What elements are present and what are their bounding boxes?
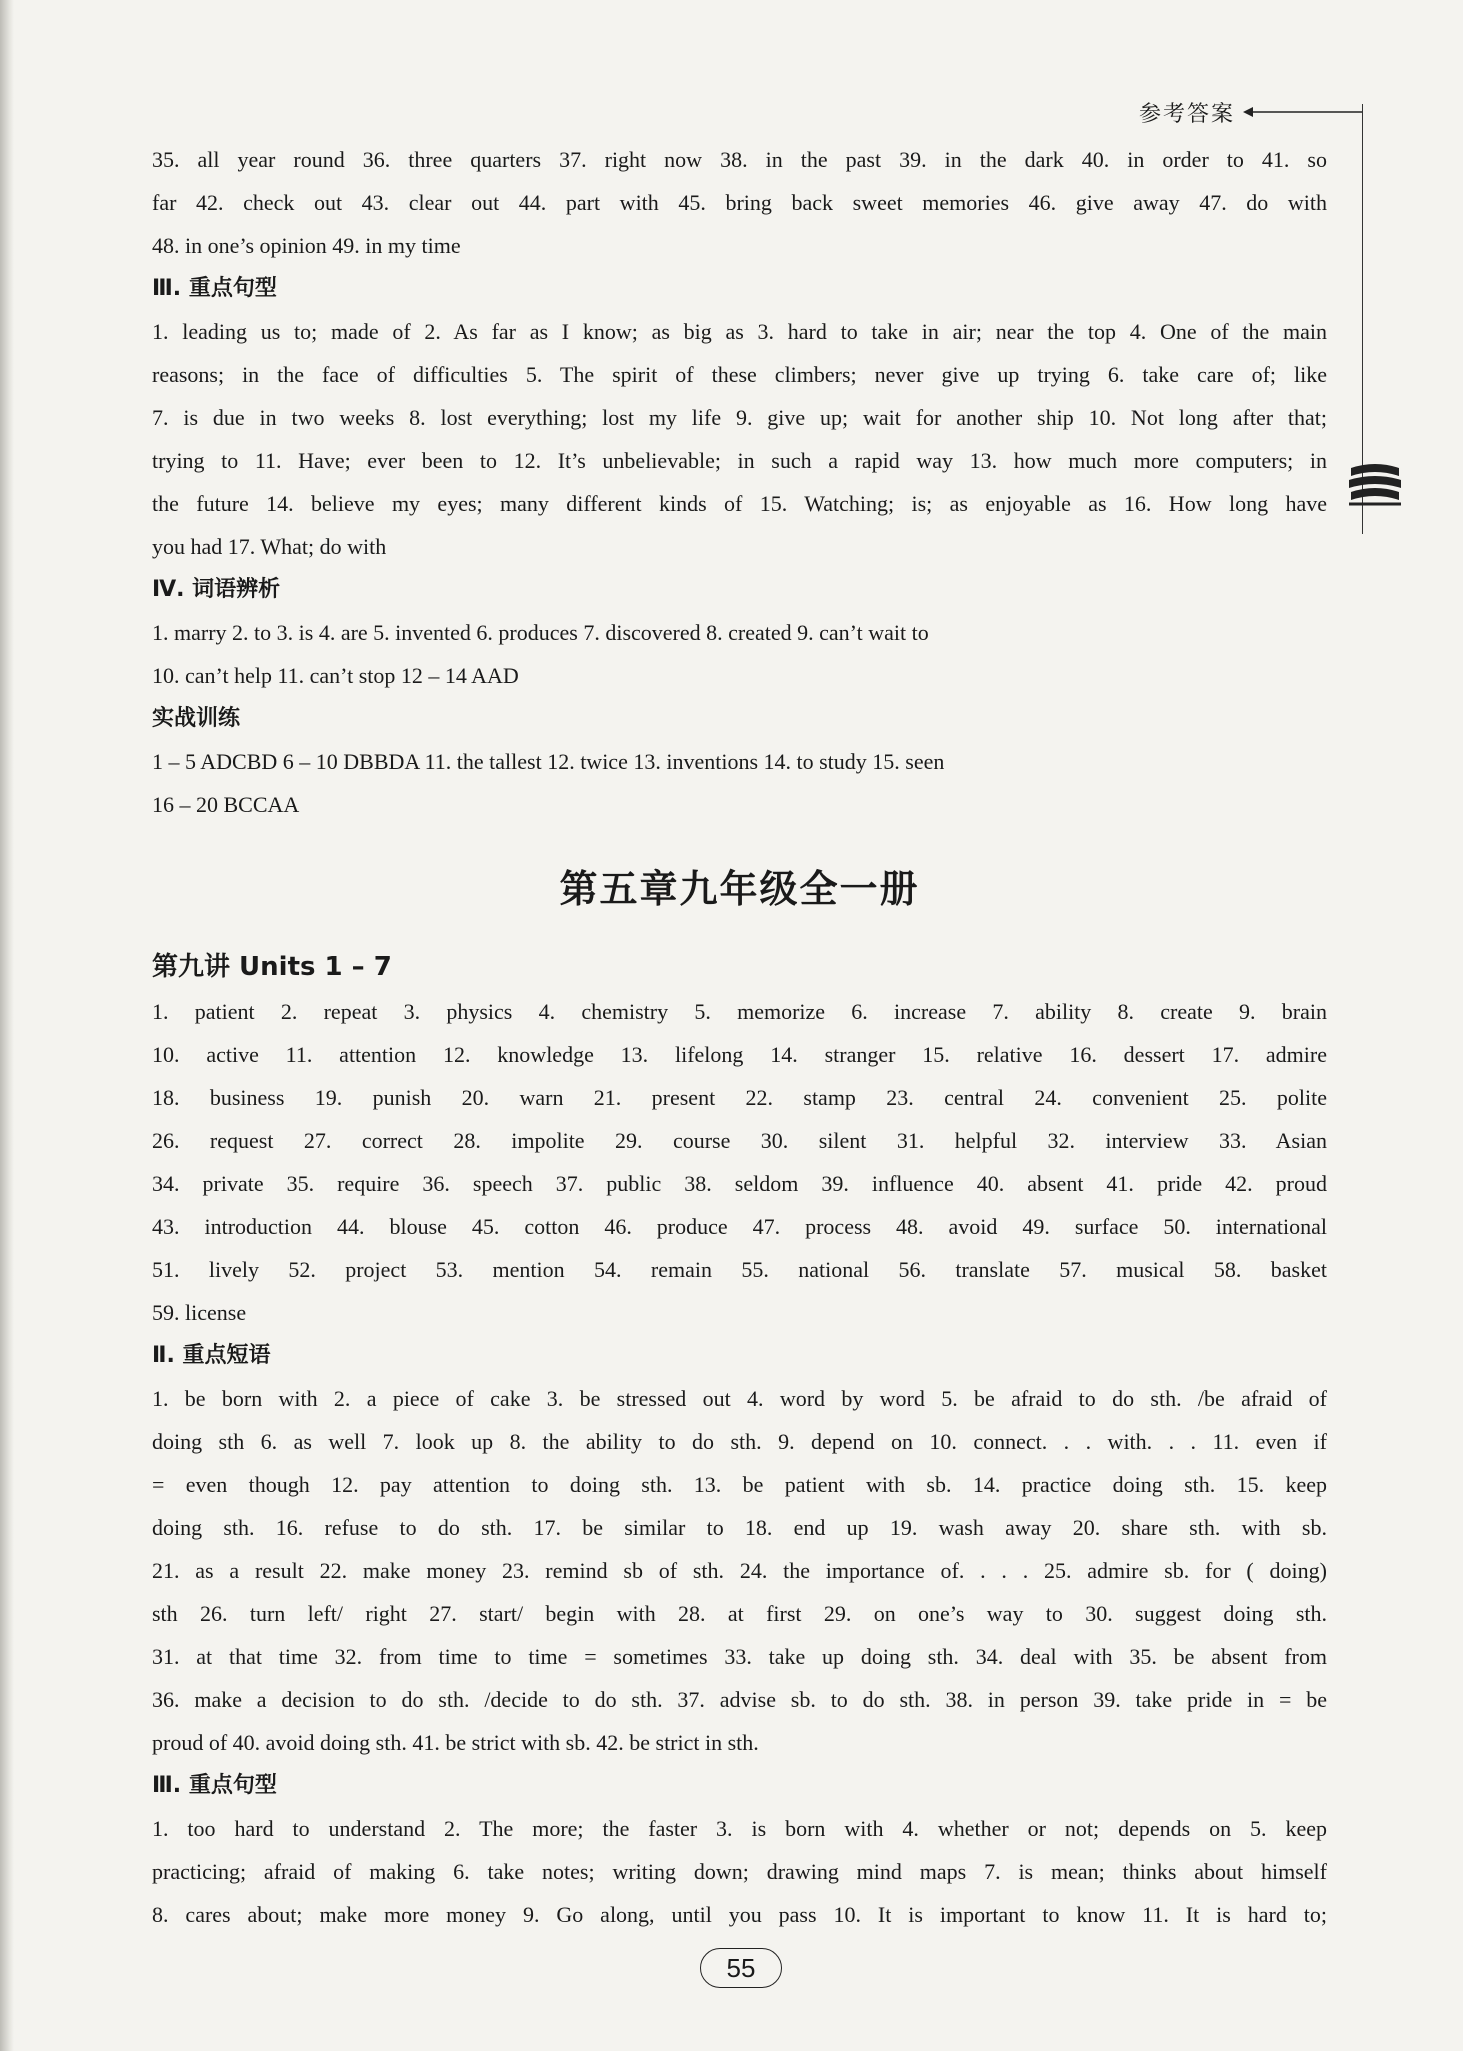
sentence-answers <box>152 310 1327 568</box>
section-heading: Ⅲ. 重点句型 <box>152 1773 277 1798</box>
text-line: practicing; afraid of making 6. take notes; writing down; drawing mind maps 7. is mean; thinks about himself <box>152 1859 1327 1884</box>
text-line: = even though 12. pay attention to doing sth. 13. be patient with sb. 14. practice doing sth. 15. keep <box>152 1472 1327 1497</box>
text-line: 51. lively 52. project 53. mention 54. remain 55. national 56. translate 57. musical 58. basket <box>152 1257 1327 1282</box>
text-line: you had 17. What; do with <box>152 534 387 559</box>
text-line: 59. license <box>152 1300 247 1325</box>
text-line: 34. private 35. require 36. speech 37. public 38. seldom 39. influence 40. absent 41. pride 42. proud <box>152 1171 1327 1196</box>
text-line: sth 26. turn left/ right 27. start/ begin with 28. at first 29. on one’s way to 30. suggest doing sth. <box>152 1601 1327 1626</box>
text-line: 43. introduction 44. blouse 45. cotton 46. produce 47. process 48. avoid 49. surface 50. international <box>152 1214 1327 1239</box>
text-line: 8. cares about; make more money 9. Go along, until you pass 10. It is important to know 11. It is hard to; <box>152 1902 1327 1927</box>
text-line: 35. all year round 36. three quarters 37. right now 38. in the past 39. in the dark 40. in order to 41. so <box>152 147 1327 172</box>
text-line: 10. can’t help 11. can’t stop 12 – 14 AAD <box>152 663 519 688</box>
text-line: 31. at that time 32. from time to time = sometimes 33. take up doing sth. 34. deal with 35. be absent from <box>152 1644 1327 1669</box>
text-line: reasons; in the face of difficulties 5. The spirit of these climbers; never give up trying 6. take care of; like <box>152 362 1327 387</box>
chapter-title: 第五章九年级全一册 <box>559 867 920 911</box>
section-heading: Ⅲ. 重点句型 <box>152 276 277 301</box>
answer-content <box>152 138 1327 1936</box>
key-sentence-answers <box>152 1807 1327 1936</box>
key-phrase-answers <box>152 1377 1327 1764</box>
vocabulary-answers <box>152 990 1327 1334</box>
books-icon <box>1347 460 1403 510</box>
word-analysis-answers <box>152 611 1327 697</box>
text-line: 1. too hard to understand 2. The more; the faster 3. is born with 4. whether or not; depends on 5. keep <box>152 1816 1327 1841</box>
section-heading: Ⅱ. 重点短语 <box>152 1343 271 1368</box>
page-header <box>1139 92 1363 132</box>
text-line: 1. be born with 2. a piece of cake 3. be stressed out 4. word by word 5. be afraid to do sth. /be afraid of <box>152 1386 1327 1411</box>
lecture-heading: 第九讲 Units 1 – 7 <box>152 952 392 982</box>
section-heading: Ⅳ. 词语辨析 <box>152 577 281 602</box>
text-line: 36. make a decision to do sth. /decide to do sth. 37. advise sb. to do sth. 38. in person 39. take pride in = be <box>152 1687 1327 1712</box>
text-line: 21. as a result 22. make money 23. remind sb of sth. 24. the importance of. . . . 25. admire sb. for ( doing) <box>152 1558 1327 1583</box>
text-line: 1. leading us to; made of 2. As far as I know; as big as 3. hard to take in air; near the top 4. One of the main <box>152 319 1327 344</box>
practice-answers <box>152 740 1327 826</box>
phrase-answers-continued <box>152 138 1327 267</box>
text-line: 1. patient 2. repeat 3. physics 4. chemistry 5. memorize 6. increase 7. ability 8. create 9. brain <box>152 999 1327 1024</box>
text-line: trying to 11. Have; ever been to 12. It’s unbelievable; in such a rapid way 13. how much more computers; in <box>152 448 1327 473</box>
text-line: 18. business 19. punish 20. warn 21. present 22. stamp 23. central 24. convenient 25. polite <box>152 1085 1327 1110</box>
text-line: proud of 40. avoid doing sth. 41. be strict with sb. 42. be strict in sth. <box>152 1730 759 1755</box>
header-title: 参考答案 <box>1138 100 1235 126</box>
arrow-left-icon <box>1243 106 1363 118</box>
text-line: 7. is due in two weeks 8. lost everything; lost my life 9. give up; wait for another ship 10. Not long after that; <box>152 405 1327 430</box>
page-edge <box>0 0 14 2051</box>
text-line: 26. request 27. correct 28. impolite 29. course 30. silent 31. helpful 32. interview 33. Asian <box>152 1128 1327 1153</box>
text-line: 10. active 11. attention 12. knowledge 13. lifelong 14. stranger 15. relative 16. dessert 17. admire <box>152 1042 1327 1067</box>
text-line: the future 14. believe my eyes; many different kinds of 15. Watching; is; as enjoyable as 16. How long have <box>152 491 1327 516</box>
text-line: 48. in one’s opinion 49. in my time <box>152 233 461 258</box>
text-line: doing sth 6. as well 7. look up 8. the ability to do sth. 9. depend on 10. connect. . . with. . . 11. even if <box>152 1429 1327 1454</box>
section-heading: 实战训练 <box>152 706 241 731</box>
text-line: 16 – 20 BCCAA <box>152 792 300 817</box>
page-number: 55 <box>700 1948 782 1988</box>
text-line: 1. marry 2. to 3. is 4. are 5. invented 6. produces 7. discovered 8. created 9. can’t wait to <box>152 620 929 645</box>
text-line: doing sth. 16. refuse to do sth. 17. be similar to 18. end up 19. wash away 20. share sth. with sb. <box>152 1515 1327 1540</box>
text-line: far 42. check out 43. clear out 44. part with 45. bring back sweet memories 46. give away 47. do with <box>152 190 1327 215</box>
text-line: 1 – 5 ADCBD 6 – 10 DBBDA 11. the tallest 12. twice 13. inventions 14. to study 15. seen <box>152 749 945 774</box>
